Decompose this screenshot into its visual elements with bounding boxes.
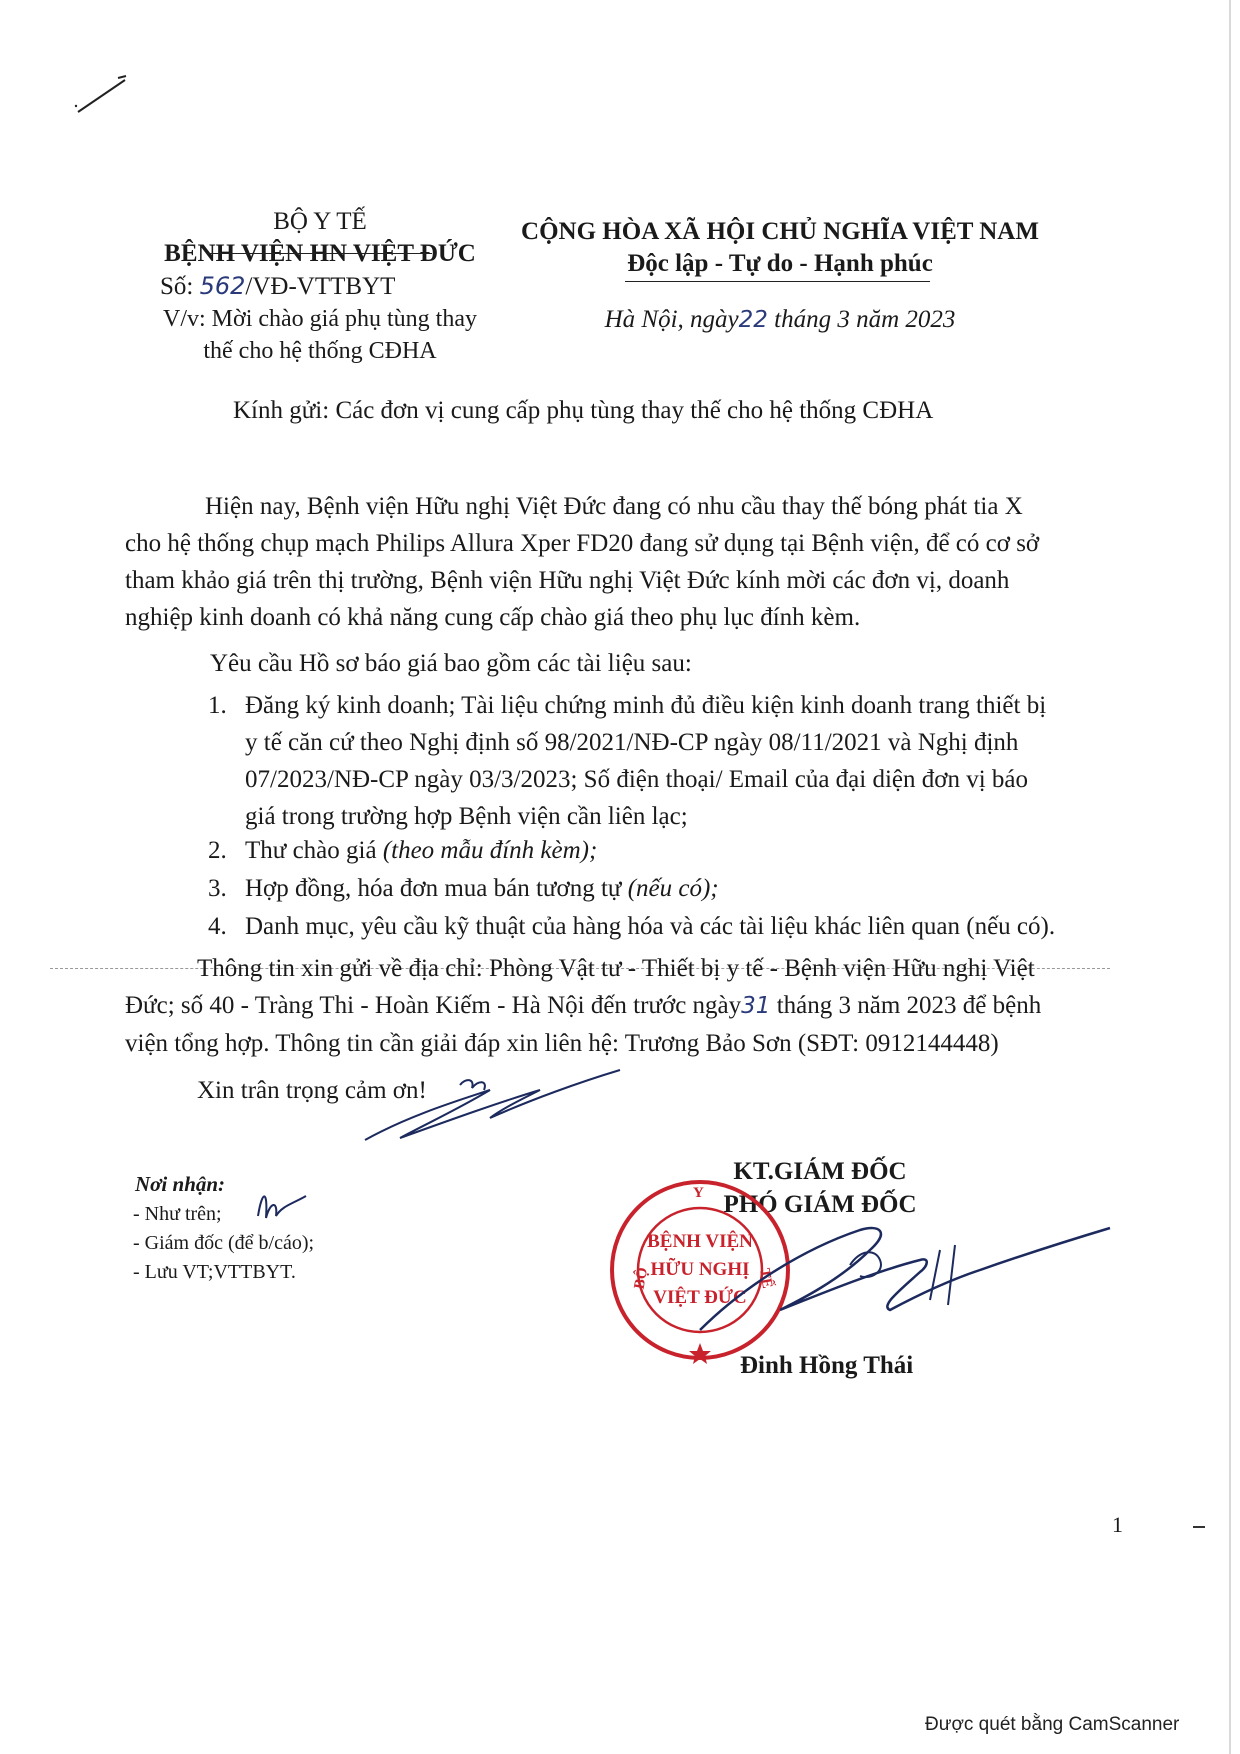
requirements-intro: Yêu cầu Hồ sơ báo giá bao gồm các tài liệu sau:: [210, 650, 692, 677]
paragraph-2: [125, 950, 1041, 1062]
recipient-item: - Giám đốc (để b/cáo);: [133, 1232, 315, 1254]
paragraph-1-line-4: nghiệp kinh doanh có khả năng cung cấp chào giá theo phụ lục đính kèm.: [125, 604, 861, 631]
requirement-item-3: [210, 870, 1110, 907]
number-label: Số:: [160, 273, 194, 300]
item-text: Hợp đồng, hóa đơn mua bán tương tự: [245, 875, 628, 902]
paragraph-2-line-2: Đức; số 40 - Tràng Thi - Hoàn Kiếm - Hà Nội đến trước ngày31 tháng 3 năm 2023 để bệnh: [125, 992, 1042, 1019]
item-line: 07/2023/NĐ-CP ngày 03/3/2023; Số điện thoại/ Email của đại diện đơn vị báo: [245, 766, 1029, 793]
stamp-ring-right: TẾ: [755, 1267, 776, 1290]
recipient-line: Kính gửi: Các đơn vị cung cấp phụ tùng thay thế cho hệ thống CĐHA: [233, 397, 934, 424]
stamp-text-3: VIỆT ĐỨC: [653, 1287, 747, 1308]
page-number: 1: [1112, 1512, 1123, 1537]
document-date: [500, 306, 1060, 334]
scan-edge: [1229, 0, 1231, 1754]
requirement-item-2: [210, 832, 1110, 869]
date-day-handwritten: 22: [738, 307, 768, 333]
stamp-ring-top: Y: [693, 1185, 704, 1201]
subject-line-1: V/v: Mời chào giá phụ tùng thay: [163, 306, 477, 332]
recipient-item: - Lưu VT;VTTBYT.: [133, 1261, 296, 1283]
item-text: Danh mục, yêu cầu kỹ thuật của hàng hóa và các tài liệu khác liên quan (nếu có).: [245, 913, 1056, 940]
document-number: [160, 272, 395, 301]
closing-thanks: Xin trân trọng cảm ơn!: [197, 1077, 427, 1104]
stamp-text-2: HỮU NGHỊ: [650, 1259, 750, 1280]
subject-line-2: thế cho hệ thống CĐHA: [203, 338, 437, 364]
number-suffix: /VĐ-VTTBYT: [245, 273, 396, 300]
hospital-underline: [207, 253, 432, 254]
item-line: giá trong trường hợp Bệnh viện cần liên lạc;: [245, 803, 688, 830]
recipient-initial-mark: [252, 1186, 312, 1226]
director-signature: [680, 1210, 1120, 1360]
paragraph-2-line-1: Thông tin xin gửi về địa chỉ: Phòng Vật tư - Thiết bị y tế - Bệnh viện Hữu nghị Việt: [197, 955, 1035, 982]
deadline-day-handwritten: 31: [741, 993, 771, 1019]
stamp-text-1: BỆNH VIỆN: [647, 1231, 753, 1252]
recipients-title: Nơi nhận:: [135, 1172, 226, 1196]
requirement-item-1: [210, 687, 1110, 835]
paragraph-1-line-2: cho hệ thống chụp mạch Philips Allura Xper FD20 đang sử dụng tại Bệnh viện, để có cơ sở: [125, 530, 1040, 557]
motto-underline: [625, 281, 930, 282]
stamp-ring-left: BỘ: [631, 1266, 652, 1291]
date-suffix: tháng 3 năm 2023: [767, 306, 956, 333]
requirement-item-4: [210, 908, 1110, 945]
date-prefix: Hà Nội, ngày: [604, 306, 739, 333]
edge-mark: [1193, 1526, 1205, 1528]
item-note: (nếu có);: [627, 875, 719, 902]
item-number: 3.: [208, 875, 227, 902]
recipient-item: - Như trên;: [133, 1203, 222, 1225]
scribble-mark: [70, 70, 140, 120]
paragraph-1-line-1: Hiện nay, Bệnh viện Hữu nghị Việt Đức đang có nhu cầu thay thế bóng phát tia X: [205, 493, 1023, 520]
nation-title: CỘNG HÒA XÃ HỘI CHỦ NGHĨA VIỆT NAM: [521, 218, 1039, 245]
number-handwritten: 562: [199, 272, 246, 300]
paragraph-1: [125, 488, 1039, 636]
initial-signature: [350, 1060, 630, 1150]
national-motto: Độc lập - Tự do - Hạnh phúc: [627, 250, 933, 277]
paragraph-2-line-3: viện tổng hợp. Thông tin cần giải đáp xin liên hệ: Trương Bảo Sơn (SĐT: 0912144448): [125, 1030, 999, 1057]
signer-name: Đinh Hồng Thái: [740, 1352, 914, 1379]
item-number: 2.: [208, 837, 227, 864]
signature-title-1: KT.GIÁM ĐỐC: [733, 1158, 907, 1185]
signature-title-2: PHÓ GIÁM ĐỐC: [723, 1191, 917, 1218]
item-text: Thư chào giá: [245, 837, 383, 864]
item-line: Đăng ký kinh doanh; Tài liệu chứng minh đủ điều kiện kinh doanh trang thiết bị: [245, 692, 1047, 719]
item-line: y tế căn cứ theo Nghị định số 98/2021/NĐ-CP ngày 08/11/2021 và Nghị định: [245, 729, 1019, 756]
ministry-name: BỘ Y TẾ: [273, 208, 367, 235]
item-number: 4.: [208, 913, 227, 940]
paragraph-1-line-3: tham khảo giá trên thị trường, Bệnh viện Hữu nghị Việt Đức kính mời các đơn vị, doanh: [125, 567, 1010, 594]
hospital-name: BỆNH VIỆN HN VIỆT ĐỨC: [164, 240, 476, 267]
item-number: 1.: [208, 692, 227, 719]
item-note: (theo mẫu đính kèm);: [382, 837, 598, 864]
scanner-watermark: Được quét bằng CamScanner: [925, 1714, 1180, 1735]
